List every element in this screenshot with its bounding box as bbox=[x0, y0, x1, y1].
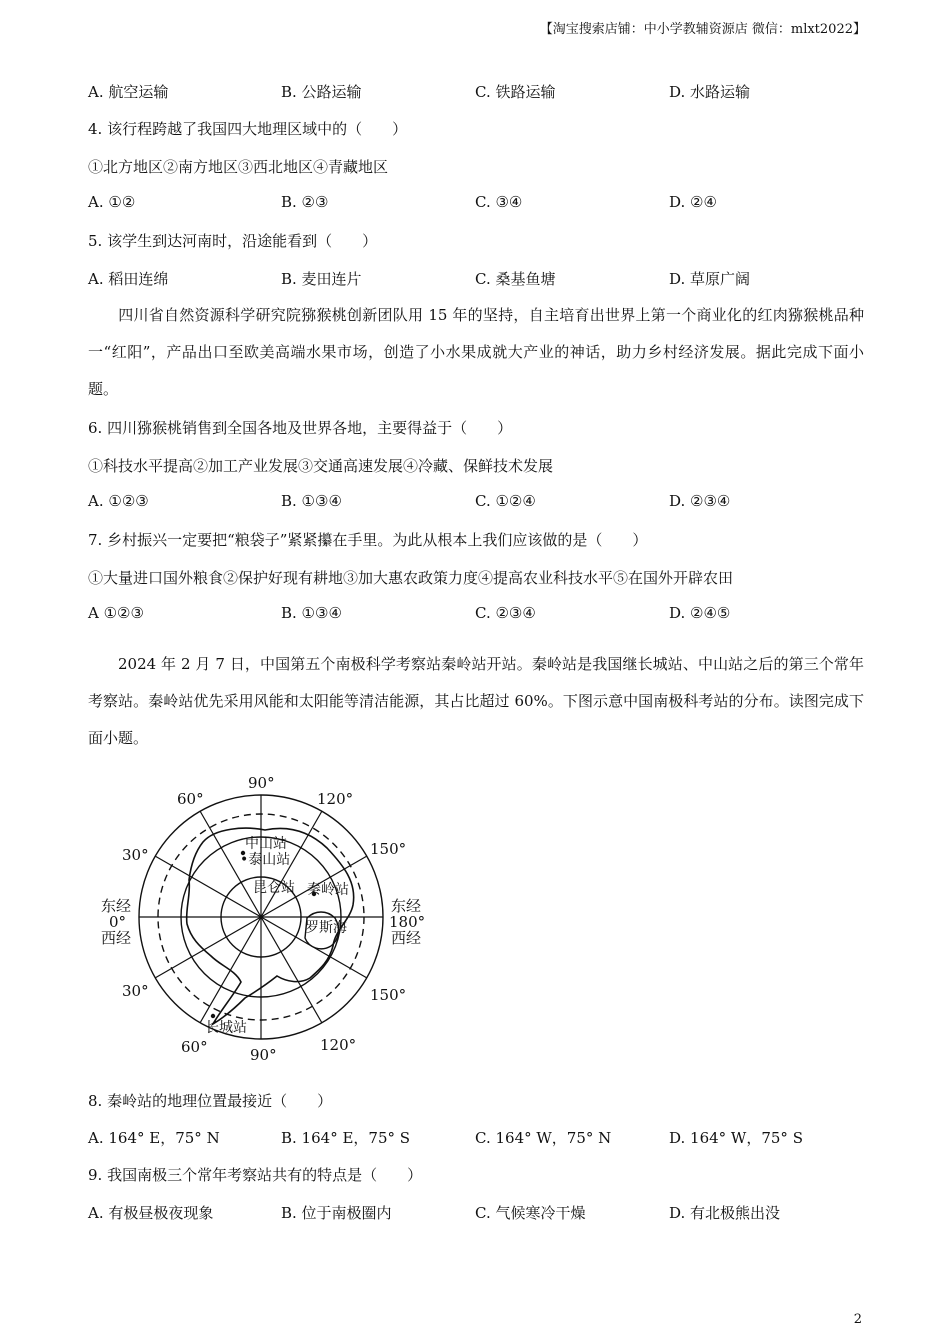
q4-options bbox=[88, 193, 868, 215]
q6-options bbox=[88, 492, 868, 514]
q7-choices: ①大量进口国外粮食②保护好现有耕地③加大惠农政策力度④提高农业科技水平⑤在国外开辟农田 bbox=[88, 569, 734, 587]
q9-options bbox=[88, 1202, 868, 1224]
passage-antarctic bbox=[88, 646, 864, 757]
q8-option-b[interactable]: B. 164° E，75° S bbox=[281, 1129, 411, 1147]
q7-options bbox=[88, 604, 868, 626]
label-west-left: 西经 bbox=[101, 929, 132, 947]
q8-option-c[interactable]: C. 164° W，75° N bbox=[475, 1129, 612, 1147]
q5-stem: 5. 该学生到达河南时，沿途能看到（ ） bbox=[88, 232, 378, 250]
q4-option-b[interactable]: B. ②③ bbox=[281, 193, 329, 211]
q7-option-d[interactable]: D. ②④⑤ bbox=[669, 604, 731, 622]
q3-option-b[interactable]: B. 公路运输 bbox=[281, 83, 362, 101]
q6-option-a[interactable]: A. ①②③ bbox=[88, 492, 149, 510]
q7-option-c[interactable]: C. ②③④ bbox=[475, 604, 536, 622]
passage-kiwi-text: 四川省自然资源科学研究院猕猴桃创新团队用 15 年的坚持，自主培育出世界上第一个商业化的红肉猕猴桃品种一“红阳”，产品出口至欧美高端水果市场，创造了小水果成就大产业的神话，助力乡村经济发展。据此完成下面小题。 bbox=[88, 306, 864, 398]
label-ross-sea: 罗斯海 bbox=[305, 920, 347, 936]
label-changcheng-station: 长城站 bbox=[205, 1020, 247, 1036]
q6-option-b[interactable]: B. ①③④ bbox=[281, 492, 342, 510]
q9-option-c[interactable]: C. 气候寒冷干燥 bbox=[475, 1204, 586, 1222]
q4-option-c[interactable]: C. ③④ bbox=[475, 193, 523, 211]
q3-option-a[interactable]: A. 航空运输 bbox=[88, 83, 169, 101]
q8-option-d[interactable]: D. 164° W，75° S bbox=[669, 1129, 803, 1147]
label-lon-90-top: 90° bbox=[248, 774, 275, 792]
meridian-lines bbox=[139, 795, 383, 1039]
label-lon-150-br: 150° bbox=[370, 986, 407, 1004]
page-number: 2 bbox=[853, 1312, 862, 1327]
q9-option-b[interactable]: B. 位于南极圈内 bbox=[281, 1204, 392, 1222]
q8-option-a[interactable]: A. 164° E，75° N bbox=[88, 1129, 220, 1147]
label-qinling-station: 秦岭站 bbox=[307, 882, 349, 898]
label-east-right: 东经 bbox=[391, 897, 422, 915]
q6-choices: ①科技水平提高②加工产业发展③交通高速发展④冷藏、保鲜技术发展 bbox=[88, 457, 554, 475]
changcheng-station-dot bbox=[211, 1014, 215, 1018]
antarctic-stations-map bbox=[95, 770, 435, 1070]
q3-option-c[interactable]: C. 铁路运输 bbox=[475, 83, 556, 101]
label-east-left: 东经 bbox=[101, 897, 132, 915]
q8-stem: 8. 秦岭站的地理位置最接近（ ） bbox=[88, 1092, 333, 1110]
label-lon-90-bottom: 90° bbox=[250, 1046, 277, 1064]
label-lon-30-bl: 30° bbox=[122, 982, 149, 1000]
q6-option-d[interactable]: D. ②③④ bbox=[669, 492, 731, 510]
label-lon-0: 0° bbox=[109, 913, 127, 931]
q9-option-a[interactable]: A. 有极昼极夜现象 bbox=[88, 1204, 214, 1222]
passage-kiwi bbox=[88, 297, 864, 408]
q5-option-b[interactable]: B. 麦田连片 bbox=[281, 270, 362, 288]
label-lon-60-tl: 60° bbox=[177, 790, 204, 808]
label-lon-120-tr: 120° bbox=[317, 790, 354, 808]
label-zhongshan-station: 中山站 bbox=[245, 836, 287, 852]
passage-antarctic-text: 2024 年 2 月 7 日，中国第五个南极科学考察站秦岭站开站。秦岭站是我国继长城站、中山站之后的第三个常年考察站。秦岭站优先采用风能和太阳能等清洁能源，其占比超过 60%。下图示意中国南极科考站的分布。读图完成下面小题。 bbox=[88, 655, 864, 747]
q4-stem: 4. 该行程跨越了我国四大地理区域中的（ ） bbox=[88, 120, 408, 138]
q3-option-d[interactable]: D. 水路运输 bbox=[669, 83, 751, 101]
q4-option-a[interactable]: A. ①② bbox=[88, 193, 136, 211]
q9-stem: 9. 我国南极三个常年考察站共有的特点是（ ） bbox=[88, 1166, 423, 1184]
q5-option-a[interactable]: A. 稻田连绵 bbox=[88, 270, 169, 288]
q3-options bbox=[88, 81, 868, 103]
q6-option-c[interactable]: C. ①②④ bbox=[475, 492, 536, 510]
label-kunlun-station: 昆仑站 bbox=[253, 880, 295, 896]
q5-options bbox=[88, 268, 868, 290]
label-lon-30-l: 30° bbox=[122, 846, 149, 864]
label-lon-150-r: 150° bbox=[370, 840, 407, 858]
q4-option-d[interactable]: D. ②④ bbox=[669, 193, 717, 211]
page-header: 【淘宝搜索店铺：中小学教辅资源店 微信：mlxt2022】 bbox=[539, 22, 866, 37]
q6-stem: 6. 四川猕猴桃销售到全国各地及世界各地，主要得益于（ ） bbox=[88, 419, 513, 437]
q7-option-a[interactable]: A ①②③ bbox=[88, 604, 144, 622]
q7-option-b[interactable]: B. ①③④ bbox=[281, 604, 342, 622]
q7-stem: 7. 乡村振兴一定要把“粮袋子”紧紧攥在手里。为此从根本上我们应该做的是（ ） bbox=[88, 531, 648, 549]
label-west-right: 西经 bbox=[391, 929, 422, 947]
label-lon-120-br: 120° bbox=[320, 1036, 357, 1054]
label-taishan-station: •泰山站 bbox=[240, 852, 291, 868]
label-lon-60-bl: 60° bbox=[181, 1038, 208, 1056]
q8-options bbox=[88, 1127, 868, 1149]
q4-choices: ①北方地区②南方地区③西北地区④青藏地区 bbox=[88, 158, 389, 176]
q5-option-d[interactable]: D. 草原广阔 bbox=[669, 270, 751, 288]
q5-option-c[interactable]: C. 桑基鱼塘 bbox=[475, 270, 556, 288]
label-lon-180: 180° bbox=[389, 913, 426, 931]
q9-option-d[interactable]: D. 有北极熊出没 bbox=[669, 1204, 781, 1222]
